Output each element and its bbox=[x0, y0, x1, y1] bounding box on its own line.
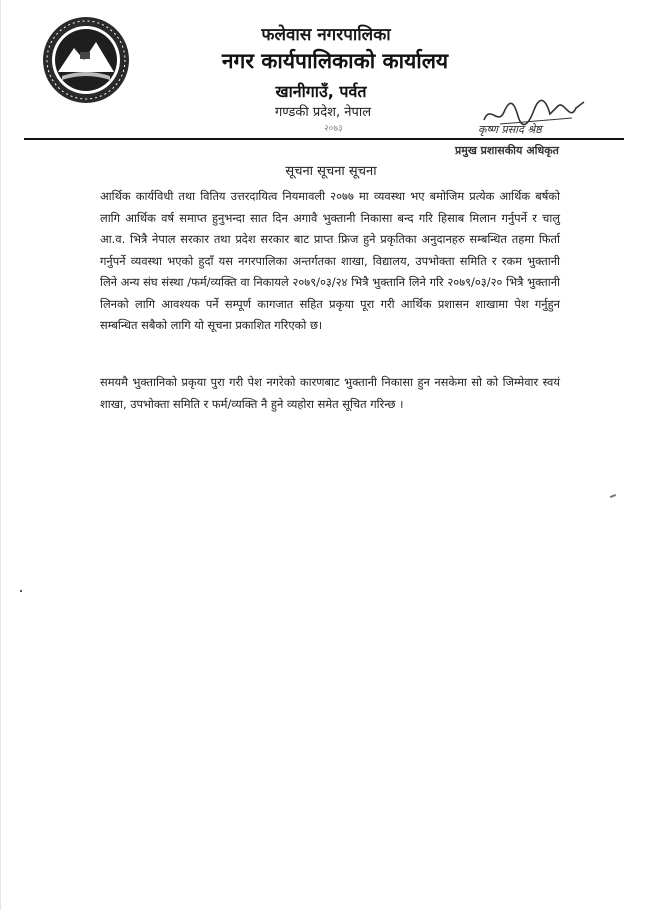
signatory-title: प्रमुख प्रशासकीय अधिकृत bbox=[455, 144, 559, 157]
notice-title: सूचना सूचना सूचना bbox=[285, 164, 377, 179]
notice-paragraph-2: समयमै भुक्तानिको प्रकृया पुरा गरी पेश नगरेको कारणबाट भुक्तानी निकासा हुन नसकेमा सो को जिम्मेवार स्वयं शाखा, उपभोक्ता समिति र फर्म/व्यक्ति नै हुने व्यहोरा समेत सूचित गरिन्छ । bbox=[100, 375, 560, 411]
stamp-number: २०७३ bbox=[324, 124, 343, 134]
scan-speck bbox=[20, 590, 22, 592]
province-country: गण्डकी प्रदेश, नेपाल bbox=[274, 105, 372, 120]
notice-paragraph-1: आर्थिक कार्यविधी तथा वितिय उत्तरदायित्व नियमावली २०७७ मा व्यवस्था भए बमोजिम प्रत्येक आर्थिक बर्षको लागि आर्थिक वर्ष समाप्त हुनुभन्दा सात दिन अगावै भुक्तानी निकासा बन्द गरि हिसाब मिलान गर्नुपर्ने र चालु आ.व. भित्रै नेपाल सरकार तथा प्रदेश सरकार बाट प्राप्त फ्रिज हुने प्रकृतिका अनुदानहरु सम्बन्धित तहमा फिर्ता गर्नुपर्ने व्यवस्था भएको हुदाँ यस नगरपालिका अन्तर्गतका शाखा, विद्यालय, उपभोक्ता समिति र रकम भुक्तानी लिने अन्य संघ संस्था /फर्म/व्यक्ति वा निकायले २०७९/०३/२४ भित्रै भुक्तानि लिने गरि २०७९/०३/२० भित्रै भुक्तानी लिनको लागि आवश्यक पर्ने सम्पूर्ण कागजात सहित प्रकृया पूरा गरी आर्थिक प्रशासन शाखामा पेश गर्नुहुन सम्बन्धित सबैको लागि यो सूचना प्रकाशित गरिएको छ। bbox=[100, 189, 560, 332]
header-rule bbox=[24, 138, 624, 140]
municipality-name: फलेवास नगरपालिका bbox=[261, 25, 391, 45]
signatory-name: कृष्ण प्रसाद श्रेष्ठ bbox=[478, 123, 542, 136]
office-location: खानीगाउँ, पर्वत bbox=[275, 82, 367, 101]
office-name: नगर कार्यपालिकाको कार्यालय bbox=[221, 49, 449, 73]
